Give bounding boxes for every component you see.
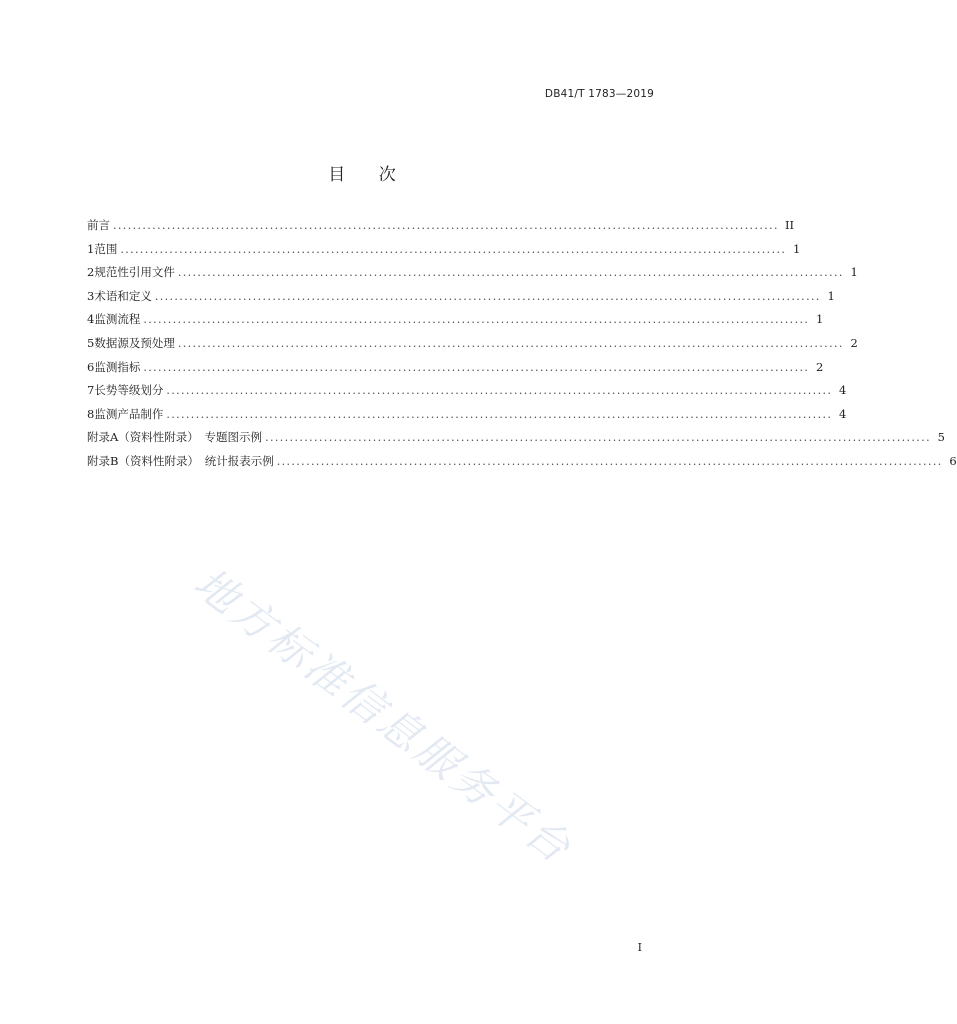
toc-entry-monitoring-process[interactable] xyxy=(87,311,824,335)
toc-entry-label: 数据源及预处理 xyxy=(94,335,175,350)
toc-entry-label: 监测指标 xyxy=(94,359,141,374)
toc-entry-number: 7 xyxy=(87,383,95,398)
toc-entry-page: 5 xyxy=(937,430,945,445)
toc-leader-dots: ........................................................................................................................................ xyxy=(113,219,779,232)
toc-entry-label: 前言 xyxy=(87,218,110,232)
toc-entry-normative-references[interactable] xyxy=(87,264,858,288)
toc-entry-label: 长势等级划分 xyxy=(94,383,164,398)
document-code: DB41/T 1783—2019 xyxy=(544,88,654,100)
toc-leader-dots: ........................................................................................................................................ xyxy=(166,407,833,421)
toc-entry-label: 规范性引用文件 xyxy=(94,265,175,280)
toc-entry-page: 6 xyxy=(949,453,957,468)
toc-entry-number: 2 xyxy=(87,265,95,280)
toc-entry-number: 8 xyxy=(87,406,95,421)
toc-leader-dots: ........................................................................................................................................ xyxy=(143,360,810,374)
toc-entry-number: 6 xyxy=(87,359,95,374)
toc-entry-product-production[interactable] xyxy=(87,406,847,430)
toc-entry-growth-grading[interactable] xyxy=(87,382,847,406)
toc-leader-dots: ........................................................................................................................................ xyxy=(154,289,821,303)
title-char-2: 次 xyxy=(378,165,396,185)
table-of-contents xyxy=(87,217,957,477)
page-number: I xyxy=(637,941,642,954)
toc-entry-foreword[interactable] xyxy=(87,217,795,241)
title-char-1: 目 xyxy=(328,165,346,185)
toc-entry-page: 1 xyxy=(850,265,858,280)
toc-entry-terms-definitions[interactable] xyxy=(87,288,835,312)
toc-entry-number: 4 xyxy=(87,312,95,327)
toc-entry-label: 监测流程 xyxy=(94,312,141,327)
toc-leader-dots: ........................................................................................................................................ xyxy=(166,384,833,398)
toc-leader-dots: ........................................................................................................................................ xyxy=(177,336,844,350)
toc-entry-page: 4 xyxy=(838,406,847,421)
toc-entry-number: 1 xyxy=(87,241,95,256)
page-title xyxy=(0,160,724,185)
toc-entry-page: 1 xyxy=(792,241,801,256)
toc-leader-dots: ........................................................................................................................................ xyxy=(143,313,810,327)
toc-entry-appendix-a[interactable] xyxy=(87,429,945,453)
toc-entry-number: 5 xyxy=(87,335,95,350)
toc-entry-label: 监测产品制作 xyxy=(94,406,164,421)
toc-entry-number: 3 xyxy=(87,288,95,303)
toc-leader-dots: ........................................................................................................................................ xyxy=(276,454,943,468)
toc-leader-dots: ........................................................................................................................................ xyxy=(265,431,931,445)
toc-entry-label: 附录B（资料性附录） 统计报表示例 xyxy=(87,453,274,468)
toc-entry-page: 4 xyxy=(838,383,847,398)
toc-entry-label: 术语和定义 xyxy=(94,288,152,303)
toc-entry-page: 1 xyxy=(827,288,835,303)
watermark: 地方标准信息服务平台 xyxy=(185,558,582,874)
toc-entry-page: 1 xyxy=(815,312,824,327)
toc-entry-page: II xyxy=(784,218,795,232)
toc-entry-data-source[interactable] xyxy=(87,335,858,359)
toc-leader-dots: ........................................................................................................................................ xyxy=(120,242,787,256)
toc-entry-page: 2 xyxy=(850,335,858,350)
toc-entry-scope[interactable] xyxy=(87,241,801,265)
toc-entry-label: 附录A（资料性附录） 专题图示例 xyxy=(87,430,263,445)
toc-leader-dots: ........................................................................................................................................ xyxy=(177,266,844,280)
toc-entry-label: 范围 xyxy=(94,241,118,256)
toc-entry-appendix-b[interactable] xyxy=(87,453,957,477)
toc-entry-page: 2 xyxy=(815,359,824,374)
toc-entry-monitoring-indicators[interactable] xyxy=(87,359,824,383)
